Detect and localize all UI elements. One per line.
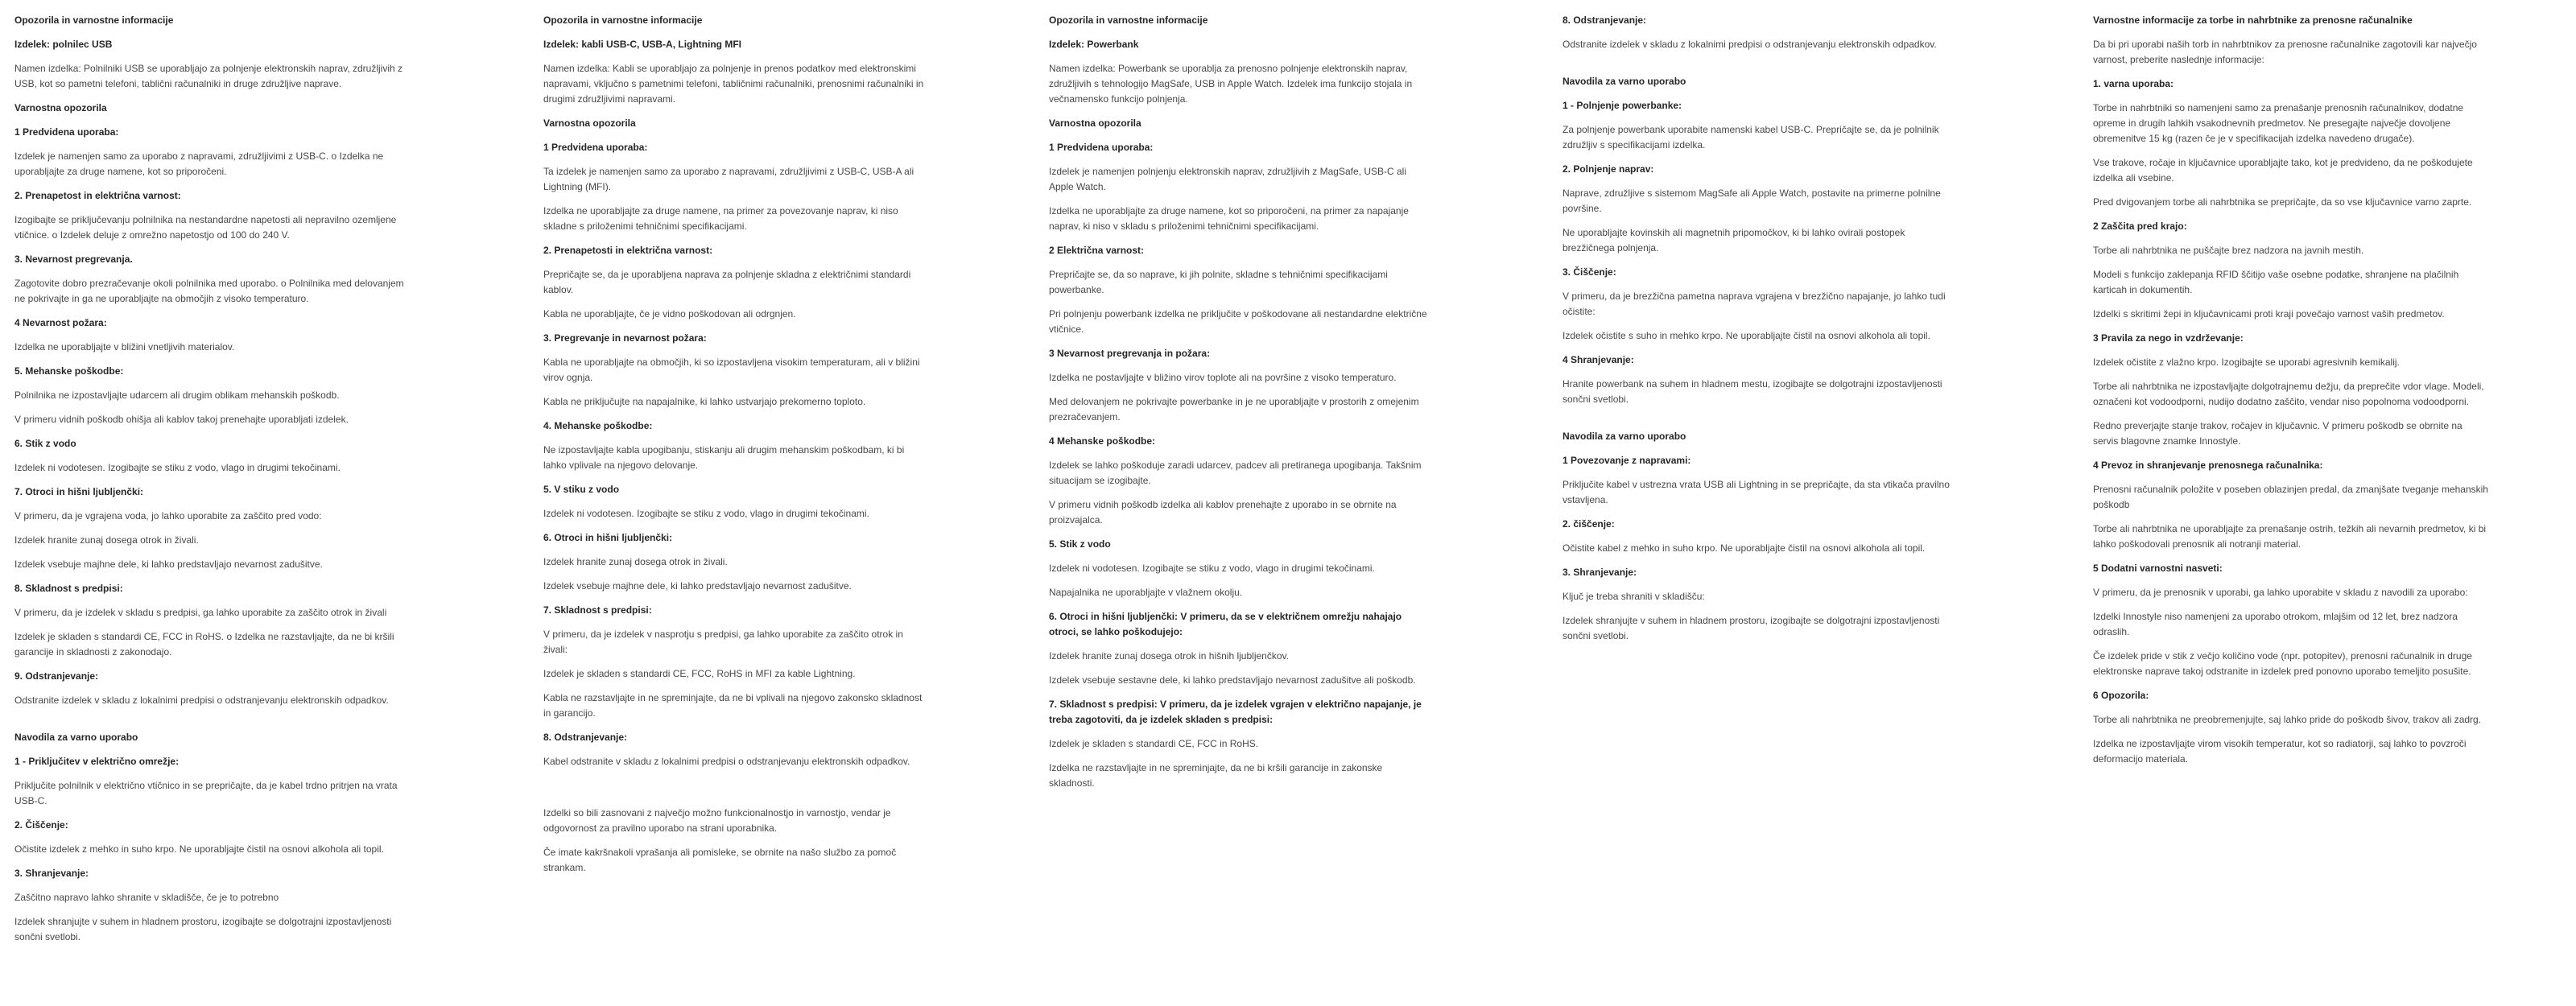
body-paragraph: Prenosni računalnik položite v poseben oblazinjen predal, da zmanjšate tveganje mehanskih poškodb xyxy=(2093,484,2488,510)
section-heading: 9. Odstranjevanje: xyxy=(14,670,99,682)
section-heading: 1 Predvidena uporaba: xyxy=(14,126,119,138)
body-paragraph: Kabla ne uporabljajte, če je vidno poškodovan ali odrgnjen. xyxy=(543,308,796,320)
section-heading: 6. Stik z vodo xyxy=(14,438,76,449)
section-heading: Varnostne informacije za torbe in nahrbtnike za prenosne računalnike xyxy=(2093,14,2413,26)
section-heading: 4 Shranjevanje: xyxy=(1563,354,1634,365)
body-paragraph: Izdelek ni vodotesen. Izogibajte se stiku z vodo, vlago in drugimi tekočinami. xyxy=(1049,563,1375,574)
body-paragraph: Torbe in nahrbtniki so namenjeni samo za prenašanje prenosnih računalnikov, dodatne opreme in drugih lahkih vsakodnevnih predmetov. Ne presegajte največje dovoljene obremenitve 15 kg (razen če je v specifikacijah izdelka navedeno drugače). xyxy=(2093,102,2464,144)
section-heading: 1 - Priključitev v električno omrežje: xyxy=(14,756,180,767)
section-heading: Navodila za varno uporabo xyxy=(1563,76,1686,87)
section-heading: 4 Prevoz in shranjevanje prenosnega računalnika: xyxy=(2093,460,2323,471)
section-heading: 2. Polnjenje naprav: xyxy=(1563,163,1654,175)
section-heading: 3 Nevarnost pregrevanja in požara: xyxy=(1049,348,1211,359)
column-usb-charger xyxy=(14,13,414,954)
body-paragraph: Izdelki s skritimi žepi in ključavnicami proti kraji povečajo varnost vaših predmetov. xyxy=(2093,308,2445,320)
body-paragraph: Izdelek je skladen s standardi CE, FCC in RoHS. xyxy=(1049,738,1259,749)
body-paragraph: Izdelka ne uporabljajte za druge namene, na primer za povezovanje naprav, ki niso skladne s priloženimi tehničnimi specifikacijami. xyxy=(543,205,898,232)
body-paragraph: Če imate kakršnakoli vprašanja ali pomisleke, se obrnite na našo službo za pomoč strankam. xyxy=(543,847,897,873)
column-powerbank-usage xyxy=(1563,13,1959,653)
body-paragraph: Očistite izdelek z mehko in suho krpo. Ne uporabljajte čistil na osnovi alkohola ali topil. xyxy=(14,843,384,855)
body-paragraph: Izdelek je namenjen samo za uporabo z napravami, združljivimi z USB-C. o Izdelka ne uporabljajte za druge namene, kot so priporočeni. xyxy=(14,150,384,177)
section-heading: 2 Električna varnost: xyxy=(1049,245,1145,256)
body-paragraph: Da bi pri uporabi naših torb in nahrbtnikov za prenosne računalnike zagotovili kar največjo varnost, preberite naslednje informacije: xyxy=(2093,39,2477,65)
body-paragraph: Namen izdelka: Kabli se uporabljajo za polnjenje in prenos podatkov med elektronskimi napravami, vključno s pametnimi telefoni, tabličnimi računalniki, prenosnimi računalniki in drugimi združljivimi napravami. xyxy=(543,63,924,105)
body-paragraph: Torbe ali nahrbtnika ne preobremenjujte, saj lahko pride do poškodb šivov, trakov ali zadrg. xyxy=(2093,714,2482,725)
body-paragraph: Če izdelek pride v stik z večjo količino vode (npr. potopitev), prenosni računalnik in druge elektronske naprave takoj odstranite in izdelek pred ponovno uporabo temeljito posušite. xyxy=(2093,650,2472,677)
body-paragraph: Pri polnjenju powerbank izdelka ne priključite v poškodovane ali nestandardne električne vtičnice. xyxy=(1049,308,1427,335)
body-paragraph: Izdelek očistite z vlažno krpo. Izogibajte se uporabi agresivnih kemikalij. xyxy=(2093,357,2400,368)
body-paragraph: Vse trakove, ročaje in ključavnice uporabljajte tako, kot je predvideno, da ne poškodujete izdelka ali vsebine. xyxy=(2093,157,2473,183)
section-heading: 3 Pravila za nego in vzdrževanje: xyxy=(2093,332,2244,344)
section-heading: 1. varna uporaba: xyxy=(2093,78,2174,89)
body-paragraph: Izdelka ne izpostavljajte virom visokih temperatur, kot so radiatorji, saj lahko to povzroči deformacijo materiala. xyxy=(2093,738,2467,765)
body-paragraph: Izdelek se lahko poškoduje zaradi udarcev, padcev ali pretiranega upogibanja. Takšnim situacijam se izogibajte. xyxy=(1049,460,1422,486)
section-heading: Opozorila in varnostne informacije xyxy=(14,14,174,26)
section-heading: 4 Mehanske poškodbe: xyxy=(1049,435,1156,447)
body-paragraph: Torbe ali nahrbtnika ne uporabljajte za prenašanje ostrih, težkih ali nevarnih predmetov, ki bi lahko poškodovali prenosnik ali notranji material. xyxy=(2093,523,2487,550)
section-heading: 1 Povezovanje z napravami: xyxy=(1563,455,1691,466)
section-heading: 6 Opozorila: xyxy=(2093,690,2149,701)
section-heading: 3. Pregrevanje in nevarnost požara: xyxy=(543,332,707,344)
body-paragraph: Namen izdelka: Polnilniki USB se uporabljajo za polnjenje elektronskih naprav, združljivih z USB, kot so pametni telefoni, tablični računalniki in druge združljive naprave. xyxy=(14,63,403,89)
column-powerbank xyxy=(1049,13,1429,800)
section-heading: 1 - Polnjenje powerbanke: xyxy=(1563,100,1682,111)
body-paragraph: Napajalnika ne uporabljajte v vlažnem okolju. xyxy=(1049,587,1243,598)
section-heading: Varnostna opozorila xyxy=(14,102,107,113)
body-paragraph: Redno preverjajte stanje trakov, ročajev in ključavnic. V primeru poškodb se obrnite na servis blagovne znamke Innostyle. xyxy=(2093,420,2462,447)
body-paragraph: Kabla ne priključujte na napajalnike, ki lahko ustvarjajo prekomerno toploto. xyxy=(543,396,866,407)
body-paragraph: Kabla ne uporabljajte na območjih, ki so izpostavljena visokim temperaturam, ali v bližini virov ognja. xyxy=(543,357,920,383)
body-paragraph: Izdelek ni vodotesen. Izogibajte se stiku z vodo, vlago in drugimi tekočinami. xyxy=(14,462,341,473)
section-gap xyxy=(543,778,928,806)
body-paragraph: Priključite kabel v ustrezna vrata USB ali Lightning in se prepričajte, da sta vtikača pravilno vstavljena. xyxy=(1563,479,1950,505)
body-paragraph: Kabel odstranite v skladu z lokalnimi predpisi o odstranjevanju elektronskih odpadkov. xyxy=(543,756,910,767)
section-heading: 3. Shranjevanje: xyxy=(1563,567,1637,578)
column-cables xyxy=(543,13,928,884)
section-heading: 2. Prenapetost in električna varnost: xyxy=(14,190,181,201)
body-paragraph: V primeru vidnih poškodb izdelka ali kablov prenehajte z uporabo in se obrnite na proizvajalca. xyxy=(1049,499,1397,526)
section-heading: 5. Mehanske poškodbe: xyxy=(14,365,124,377)
section-heading: 2 Zaščita pred krajo: xyxy=(2093,221,2187,232)
section-heading: 6. Otroci in hišni ljubljenčki: V primeru, da se v električnem omrežju nahajajo otroci, se lahko poškodujejo: xyxy=(1049,611,1402,637)
body-paragraph: Ne uporabljajte kovinskih ali magnetnih pripomočkov, ki bi lahko ovirali postopek brezžičnega polnjenja. xyxy=(1563,227,1905,254)
body-paragraph: Pred dvigovanjem torbe ali nahrbtnika se prepričajte, da so vse ključavnice varno zaprte. xyxy=(2093,196,2472,208)
body-paragraph: Ta izdelek je namenjen samo za uporabo z napravami, združljivimi z USB-C, USB-A ali Lightning (MFI). xyxy=(543,166,914,192)
body-paragraph: V primeru, da je vgrajena voda, jo lahko uporabite za zaščito pred vodo: xyxy=(14,510,322,522)
section-heading: 1 Predvidena uporaba: xyxy=(1049,142,1154,153)
body-paragraph: Kabla ne razstavljajte in ne spreminjajte, da ne bi vplivali na njegovo zakonsko skladnost in garancijo. xyxy=(543,692,923,719)
section-heading: 3. Čiščenje: xyxy=(1563,266,1616,278)
body-paragraph: Izdelka ne razstavljajte in ne spreminjajte, da ne bi kršili garancije in zakonske skladnosti. xyxy=(1049,762,1383,789)
body-paragraph: Hranite powerbank na suhem in hladnem mestu, izogibajte se dolgotrajni izpostavljenosti sončni svetlobi. xyxy=(1563,378,1942,405)
body-paragraph: Za polnjenje powerbank uporabite namenski kabel USB-C. Prepričajte se, da je polnilnik združljiv s specifikacijami izdelka. xyxy=(1563,124,1939,150)
body-paragraph: Zaščitno napravo lahko shranite v skladišče, če je to potrebno xyxy=(14,892,279,903)
body-paragraph: Izdelek hranite zunaj dosega otrok in hišnih ljubljenčkov. xyxy=(1049,650,1289,662)
body-paragraph: V primeru, da je prenosnik v uporabi, ga lahko uporabite v skladu z navodili za uporabo: xyxy=(2093,587,2468,598)
body-paragraph: Izdelek hranite zunaj dosega otrok in živali. xyxy=(14,534,199,546)
body-paragraph: Med delovanjem ne pokrivajte powerbanke in je ne uporabljajte v prostorih z omejenim prezračevanjem. xyxy=(1049,396,1419,423)
section-heading: 8. Odstranjevanje: xyxy=(543,732,628,743)
section-heading: Varnostna opozorila xyxy=(1049,118,1141,129)
body-paragraph: V primeru vidnih poškodb ohišja ali kablov takoj prenehajte uporabljati izdelek. xyxy=(14,414,349,425)
section-gap xyxy=(1563,61,1959,74)
body-paragraph: Polnilnika ne izpostavljajte udarcem ali drugim oblikam mehanskih poškodb. xyxy=(14,390,340,401)
section-heading: Izdelek: polnilec USB xyxy=(14,39,113,50)
section-heading: 3. Shranjevanje: xyxy=(14,868,89,879)
section-heading: Opozorila in varnostne informacije xyxy=(543,14,703,26)
column-laptop-bags xyxy=(2093,13,2489,776)
body-paragraph: Izdelek shranjujte v suhem in hladnem prostoru, izogibajte se dolgotrajni izpostavljenosti sončni svetlobi. xyxy=(14,916,392,942)
body-paragraph: Ne izpostavljajte kabla upogibanju, stiskanju ali drugim mehanskim poškodbam, ki bi lahko vplivale na njegovo delovanje. xyxy=(543,444,905,471)
section-heading: Navodila za varno uporabo xyxy=(1563,431,1686,442)
body-paragraph: Odstranite izdelek v skladu z lokalnimi predpisi o odstranjevanju elektronskih odpadkov. xyxy=(14,695,389,706)
section-heading: 5 Dodatni varnostni nasveti: xyxy=(2093,563,2223,574)
body-paragraph: Naprave, združljive s sistemom MagSafe ali Apple Watch, postavite na primerne polnilne površine. xyxy=(1563,188,1941,214)
body-paragraph: Ključ je treba shraniti v skladišču: xyxy=(1563,591,1705,602)
section-heading: Navodila za varno uporabo xyxy=(14,732,138,743)
section-heading: 3. Nevarnost pregrevanja. xyxy=(14,254,133,265)
body-paragraph: Izdelek je namenjen polnjenju elektronskih naprav, združljivih z MagSafe, USB-C ali Apple Watch. xyxy=(1049,166,1406,192)
section-heading: 2. Prenapetosti in električna varnost: xyxy=(543,245,713,256)
section-heading: 2. Čiščenje: xyxy=(14,819,68,831)
section-heading: 5. Stik z vodo xyxy=(1049,538,1111,550)
body-paragraph: Izdelek očistite s suho in mehko krpo. Ne uporabljajte čistil na osnovi alkohola ali topil. xyxy=(1563,330,1930,341)
body-paragraph: V primeru, da je brezžična pametna naprava vgrajena v brezžično napajanje, jo lahko tudi očistite: xyxy=(1563,291,1946,317)
section-gap xyxy=(14,717,414,730)
body-paragraph: V primeru, da je izdelek v skladu s predpisi, ga lahko uporabite za zaščito otrok in živali xyxy=(14,607,387,618)
body-paragraph: Torbe ali nahrbtnika ne puščajte brez nadzora na javnih mestih. xyxy=(2093,245,2364,256)
body-paragraph: Odstranite izdelek v skladu z lokalnimi predpisi o odstranjevanju elektronskih odpadkov. xyxy=(1563,39,1937,50)
body-paragraph: Izdelek je skladen s standardi CE, FCC in RoHS. o Izdelka ne razstavljajte, da ne bi kršili garancije in skladnosti z zakonodajo. xyxy=(14,631,394,658)
body-paragraph: Modeli s funkcijo zaklepanja RFID ščitijo vaše osebne podatke, shranjene na plačilnih karticah in dokumentih. xyxy=(2093,269,2459,295)
body-paragraph: Priključite polnilnik v električno vtičnico in se prepričajte, da je kabel trdno pritrjen na vrata USB-C. xyxy=(14,780,398,806)
body-paragraph: Izogibajte se priključevanju polnilnika na nestandardne napetosti ali nepravilno ozemljene vtičnice. o Izdelek deluje z omrežno napetostjo od 100 do 240 V. xyxy=(14,214,397,241)
section-heading: 4 Nevarnost požara: xyxy=(14,317,107,328)
section-heading: 7. Skladnost s predpisi: V primeru, da je izdelek vgrajen v električno napajanje, je treba zagotoviti, da je izdelek skladen s predpisi: xyxy=(1049,699,1422,725)
body-paragraph: V primeru, da je izdelek v nasprotju s predpisi, ga lahko uporabite za zaščito otrok in živali: xyxy=(543,629,903,655)
body-paragraph: Izdelek hranite zunaj dosega otrok in živali. xyxy=(543,556,728,567)
section-heading: Opozorila in varnostne informacije xyxy=(1049,14,1208,26)
body-paragraph: Izdelek vsebuje majhne dele, ki lahko predstavljajo nevarnost zadušitve. xyxy=(543,580,852,592)
body-paragraph: Izdelka ne uporabljajte za druge namene, kot so priporočeni, na primer za napajanje naprav, ki niso v skladu s priloženimi tehničnimi specifikacijami. xyxy=(1049,205,1409,232)
section-heading: Izdelek: kabli USB-C, USB-A, Lightning MFI xyxy=(543,39,741,50)
section-heading: Varnostna opozorila xyxy=(543,118,636,129)
body-paragraph: Namen izdelka: Powerbank se uporablja za prenosno polnjenje elektronskih naprav, združljivih s tehnologijo MagSafe, USB in Apple Watch. Izdelek ima funkcijo stojala in večnamensko funkcijo polnjenja. xyxy=(1049,63,1413,105)
section-heading: 7. Otroci in hišni ljubljenčki: xyxy=(14,486,144,497)
body-paragraph: Izdelki so bili zasnovani z največjo možno funkcionalnostjo in varnostjo, vendar je odgovornost za pravilno uporabo na strani uporabnika. xyxy=(543,807,891,834)
body-paragraph: Izdelka ne uporabljajte v bližini vnetljivih materialov. xyxy=(14,341,235,353)
body-paragraph: Zagotovite dobro prezračevanje okoli polnilnika med uporabo. o Polnilnika med delovanjem ne pokrivajte in ga ne uporabljajte na območjih z visoko temperaturo. xyxy=(14,278,404,304)
body-paragraph: Torbe ali nahrbtnika ne izpostavljajte dolgotrajnemu dežju, da preprečite vdor vlage. Modeli, označeni kot vodoodporni, nudijo dodatno zaščito, vendar niso popolnoma vodoodporni. xyxy=(2093,381,2484,407)
section-gap xyxy=(1563,416,1959,429)
section-heading: 8. Odstranjevanje: xyxy=(1563,14,1647,26)
section-heading: 7. Skladnost s predpisi: xyxy=(543,604,652,616)
section-heading: 4. Mehanske poškodbe: xyxy=(543,420,653,431)
body-paragraph: Izdelek vsebuje majhne dele, ki lahko predstavljajo nevarnost zadušitve. xyxy=(14,559,323,570)
section-heading: 2. čiščenje: xyxy=(1563,518,1615,530)
body-paragraph: Izdelek je skladen s standardi CE, FCC, RoHS in MFI za kable Lightning. xyxy=(543,668,856,679)
section-heading: 5. V stiku z vodo xyxy=(543,484,620,495)
body-paragraph: Očistite kabel z mehko in suho krpo. Ne uporabljajte čistil na osnovi alkohola ali topil. xyxy=(1563,542,1926,554)
body-paragraph: Izdelek ni vodotesen. Izogibajte se stiku z vodo, vlago in drugimi tekočinami. xyxy=(543,508,869,519)
body-paragraph: Prepričajte se, da so naprave, ki jih polnite, skladne s tehničnimi specifikacijami powerbanke. xyxy=(1049,269,1388,295)
body-paragraph: Izdelka ne postavljajte v bližino virov toplote ali na površine z visoko temperaturo. xyxy=(1049,372,1397,383)
section-heading: 6. Otroci in hišni ljubljenčki: xyxy=(543,532,673,543)
section-heading: 1 Predvidena uporaba: xyxy=(543,142,648,153)
section-heading: Izdelek: Powerbank xyxy=(1049,39,1139,50)
body-paragraph: Prepričajte se, da je uporabljena naprava za polnjenje skladna z električnimi standardi kablov. xyxy=(543,269,911,295)
body-paragraph: Izdelki Innostyle niso namenjeni za uporabo otrokom, mlajšim od 12 let, brez nadzora odraslih. xyxy=(2093,611,2458,637)
body-paragraph: Izdelek vsebuje sestavne dele, ki lahko predstavljajo nevarnost zadušitve ali poškodb. xyxy=(1049,674,1416,686)
section-heading: 8. Skladnost s predpisi: xyxy=(14,583,123,594)
body-paragraph: Izdelek shranjujte v suhem in hladnem prostoru, izogibajte se dolgotrajni izpostavljenosti sončni svetlobi. xyxy=(1563,615,1940,641)
